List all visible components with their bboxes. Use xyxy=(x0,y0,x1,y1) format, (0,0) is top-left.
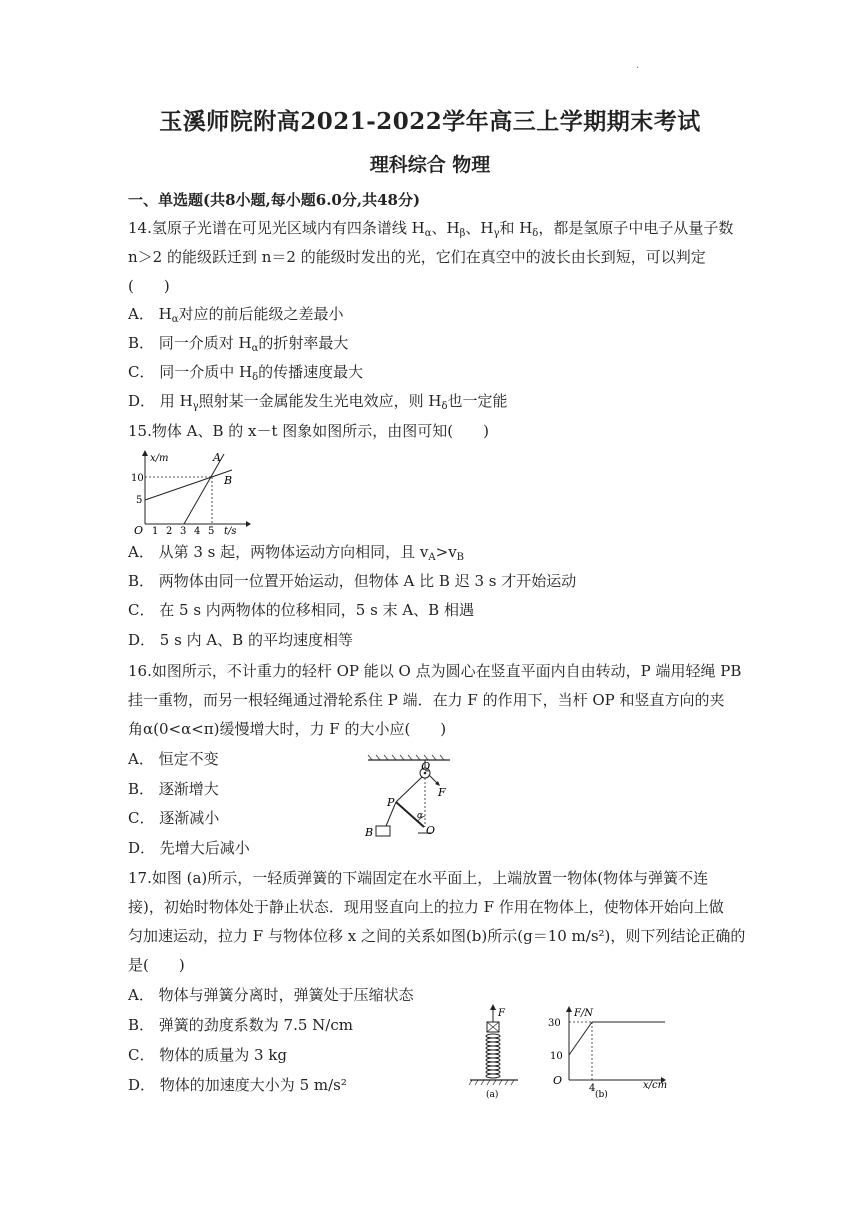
q17-option-b[interactable]: B． 弹簧的劲度系数为 7.5 N/cm xyxy=(128,1016,353,1034)
label-b: B xyxy=(224,474,233,487)
q16-stem-line2: 挂一重物，而另一根轻绳通过滑轮系住 P 端．在力 F 的作用下，当杆 OP 和竖直方向的夹 xyxy=(128,691,725,709)
label-p: P xyxy=(387,796,395,809)
q16-option-d[interactable]: D． 先增大后减小 xyxy=(128,839,250,857)
q14-option-b[interactable]: B． 同一介质对 $H_\alpha$的折射率最大 xyxy=(128,334,349,354)
y-tick-30: 30 xyxy=(548,1018,561,1029)
q17-stem-line4: 是( ) xyxy=(128,956,185,974)
label-alpha: α xyxy=(417,811,424,821)
x-tick-4: 4 xyxy=(589,1083,596,1094)
caption-a: (a) xyxy=(486,1090,499,1100)
q16-stem-line1: 16.如图所示，不计重力的轻杆 OP 能以 O 点为圆心在竖直平面内自由转动，P 端用轻绳 PB xyxy=(128,662,742,680)
ceiling-hatch xyxy=(368,755,444,760)
section-heading: 一、单选题(共8小题,每小题6.0分,共48分) xyxy=(128,191,421,209)
x-tick-4: 4 xyxy=(194,526,201,536)
caption-b: (b) xyxy=(595,1090,608,1100)
q14-option-d[interactable]: D． 用 $H_\gamma$照射某一金属能发生光电效应，则 $H_\delta$也一定能 xyxy=(128,392,508,412)
rising-segment xyxy=(569,1022,592,1055)
label-f: F xyxy=(498,1008,505,1019)
y-axis-arrow xyxy=(566,1006,572,1012)
origin-label: O xyxy=(134,524,144,536)
q16-option-b[interactable]: B． 逐渐增大 xyxy=(128,780,219,798)
q17-stem-line3: 匀加速运动，拉力 F 与物体位移 x 之间的关系如图(b)所示(g＝10 m/s²)，则下列结论正确的 xyxy=(128,927,746,945)
q15-option-c[interactable]: C． 在 5 s 内两物体的位移相同，5 s 末 A、B 相遇 xyxy=(128,601,474,619)
q15-option-a[interactable]: A． 从第 3 s 起，两物体运动方向相同，且 $v_A>v_B$ xyxy=(128,543,465,563)
q17-option-c[interactable]: C． 物体的质量为 3 kg xyxy=(128,1046,288,1064)
weight-b xyxy=(376,826,390,836)
rope-pq xyxy=(396,777,422,802)
x-axis-arrow xyxy=(246,521,251,527)
y-tick-10: 10 xyxy=(131,473,144,484)
q17-fx-graph xyxy=(545,1004,673,1100)
q17-spring-figure xyxy=(466,1004,526,1100)
label-q: Q xyxy=(421,760,431,773)
q17-stem-line1: 17.如图 (a)所示，一轻质弹簧的下端固定在水平面上，上端放置一物体(物体与弹簧不连 xyxy=(128,869,709,887)
label-o: O xyxy=(426,824,436,837)
y-axis-arrow xyxy=(142,450,148,456)
origin-label: O xyxy=(553,1074,563,1087)
q16-option-a[interactable]: A． 恒定不变 xyxy=(128,750,219,768)
q17-option-a[interactable]: A． 物体与弹簧分离时，弹簧处于压缩状态 xyxy=(128,986,414,1004)
q14-option-a[interactable]: A． $H_\alpha$对应的前后能级之差最小 xyxy=(128,305,344,325)
x-tick-3: 3 xyxy=(180,526,187,536)
line-b xyxy=(145,470,232,500)
q16-stem-line3: 角α(0<α<π)缓慢增大时，力 F 的大小应( ) xyxy=(128,720,447,738)
x-axis-label: x/cm xyxy=(643,1080,668,1091)
page-dot: . xyxy=(636,60,640,71)
q15-xt-graph xyxy=(128,448,253,536)
x-tick-2: 2 xyxy=(166,526,173,536)
y-tick-10: 10 xyxy=(550,1051,563,1062)
q15-option-b[interactable]: B． 两物体由同一位置开始运动，但物体 A 比 B 迟 3 s 才开始运动 xyxy=(128,572,577,590)
q14-stem-line2: n＞2 的能级跃迁到 n＝2 的能级时发出的光，它们在真空中的波长由长到短，可以判定 xyxy=(128,248,706,266)
x-tick-1: 1 xyxy=(152,526,159,536)
q15-option-d[interactable]: D． 5 s 内 A、B 的平均速度相等 xyxy=(128,631,353,649)
pull-arrow xyxy=(490,1004,496,1010)
page-title: 玉溪师院附高2021-2022学年高三上学期期末考试 xyxy=(159,108,701,135)
y-tick-5: 5 xyxy=(136,495,143,506)
x-axis-label: t/s xyxy=(224,526,237,536)
y-axis-label: F/N xyxy=(574,1008,594,1019)
y-axis-label: x/m xyxy=(150,453,169,464)
q14-stem-line1: 14.氢原子光谱在可见光区域内有四条谱线 $H_\alpha$、$H_\beta$、$H_\gamma$和 $H_\delta$，都是氢原子中电子从量子数 xyxy=(128,219,734,239)
x-tick-5: 5 xyxy=(208,526,215,536)
label-f: F xyxy=(438,786,446,799)
q14-stem-line3: ( ) xyxy=(128,277,170,295)
q14-option-c[interactable]: C． 同一介质中 $H_\delta$的传播速度最大 xyxy=(128,363,364,383)
q16-lever-figure xyxy=(362,754,462,842)
label-a: A xyxy=(213,451,221,464)
line-a xyxy=(184,454,224,524)
q17-option-d[interactable]: D． 物体的加速度大小为 5 m/s² xyxy=(128,1076,347,1094)
label-b: B xyxy=(365,826,374,839)
q17-stem-line2: 接)，初始时物体处于静止状态．现用竖直向上的拉力 F 作用在物体上，使物体开始向上做 xyxy=(128,898,724,916)
q16-option-c[interactable]: C． 逐渐减小 xyxy=(128,809,220,827)
q15-stem: 15.物体 A、B 的 x－t 图象如图所示，由图可知( ) xyxy=(128,422,489,440)
spring-coils xyxy=(486,1034,500,1078)
ground-hatch xyxy=(469,1080,514,1085)
page-subtitle: 理科综合 物理 xyxy=(369,154,491,176)
